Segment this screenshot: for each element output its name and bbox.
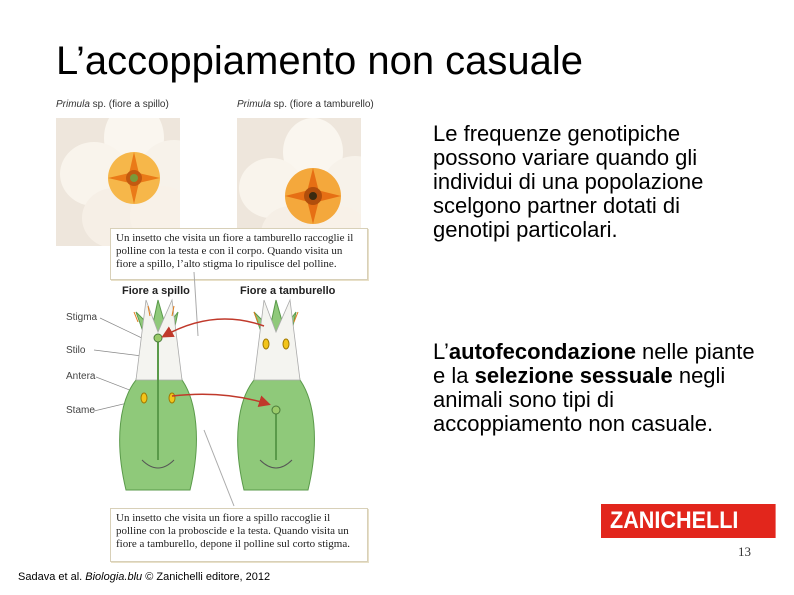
paragraph-nonrandom-mating: L’autofecondazione nelle piante e la selezione sessuale negli animali sono tipi di accoppiamento non casuale. [433, 339, 755, 436]
label-antera: Antera [66, 371, 96, 382]
paragraph-frequencies: Le frequenze genotipiche possono variare quando gli individui di una popolazione scelgono partner dotati di genotipi particolari. [433, 121, 704, 242]
photo-left-caption: Primula sp. (fiore a spillo) [56, 99, 169, 110]
label-stigma: Stigma [66, 312, 98, 323]
photo-right-caption: Primula sp. (fiore a tamburello) [237, 99, 374, 110]
zanichelli-logo: ZANICHELLI [601, 504, 776, 538]
thrum-flower-section [238, 300, 315, 490]
arrow-thrum-to-pin [164, 319, 264, 336]
note-thrum-visit: Un insetto che visita un fiore a tamburello raccoglie il polline con la testa e con il corpo. Quando visita un fiore a spillo, l’alto stigma lo ripulisce del polline. [110, 228, 368, 280]
leader-stilo [94, 350, 142, 356]
note-pin-visit: Un insetto che visita un fiore a spillo raccoglie il polline con la proboscide e la testa. Quando visita un fiore a tamburello, depone il polline sul corto stigma. [110, 508, 368, 562]
thrum-flower-photo [237, 118, 361, 246]
page-number: 13 [738, 544, 751, 559]
label-stame: Stame [66, 405, 95, 416]
flower-diagram [54, 240, 374, 510]
slide-title: L’accoppiamento non casuale [56, 39, 584, 83]
pin-flower-title: Fiore a spillo [122, 285, 190, 297]
source-credit: Sadava et al. Biologia.blu © Zanichelli editore, 2012 [18, 571, 271, 583]
thrum-flower-title: Fiore a tamburello [240, 285, 336, 297]
label-stilo: Stilo [66, 345, 86, 356]
pin-flower-photo [56, 118, 180, 246]
connector-top [194, 272, 198, 336]
connector-bottom [204, 430, 234, 506]
